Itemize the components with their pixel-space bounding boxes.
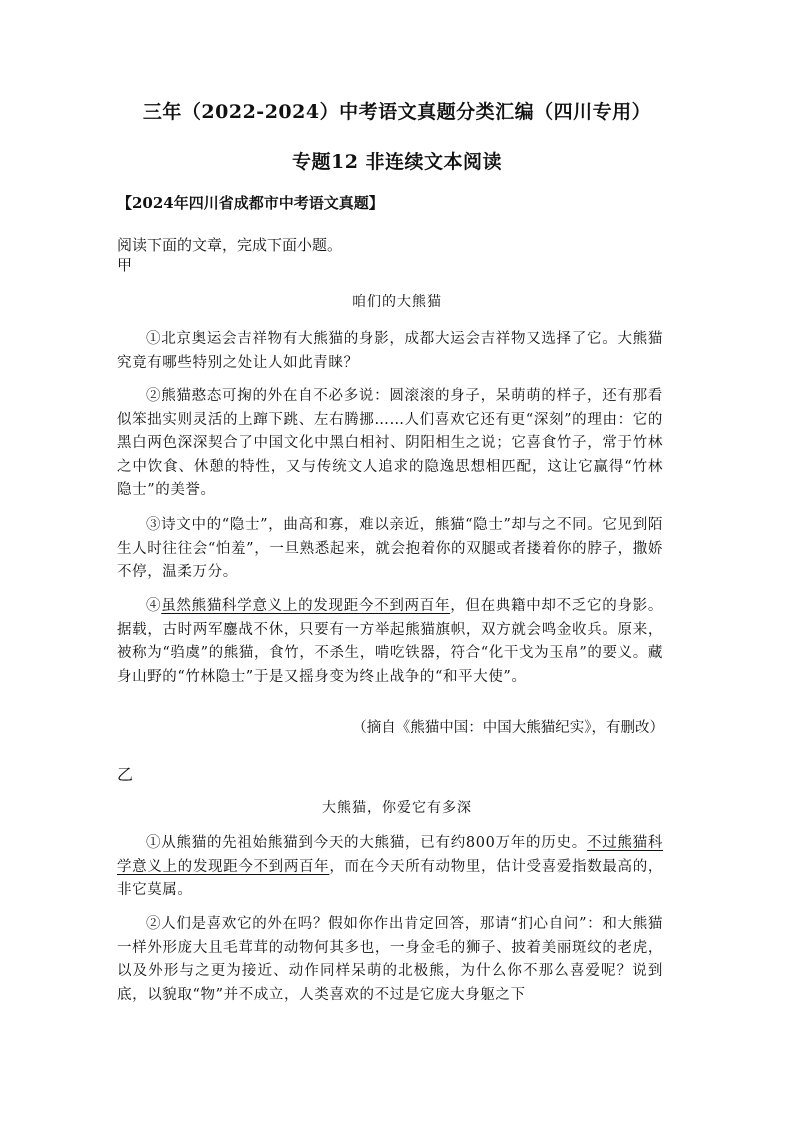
document-title: 三年（2022-2024）中考语文真题分类汇编（四川专用） bbox=[142, 101, 652, 123]
text-a-paragraph-1: ①北京奥运会吉祥物有大熊猫的身影，成都大运会吉祥物又选择了它。大熊猫究竟有哪些特别之处让人如此青睐？ bbox=[117, 331, 663, 371]
paragraph-text: ①从熊猫的先祖始熊猫到今天的大熊猫，已有约800万年的历史。 bbox=[146, 835, 587, 851]
paragraph-text: ，而在今天所有动物里，估计受喜爱指数最高的，非它莫属。 bbox=[117, 858, 663, 898]
text-a-paragraph-2: ②熊猫憨态可掬的外在自不必多说：圆滚滚的身子，呆萌萌的样子，还有那看似笨拙实则灵活的上蹿下跳、左右腾挪……人们喜欢它还有更“深刻”的理由：它的黑白两色深深契合了中国文化中黑白相衬、阴阳相生之说；它喜食竹子，常于竹林之中饮食、休憩的特性，又与传统文人追求的隐逸思想相匹配，这让它赢得“竹林隐士”的美誉。 bbox=[117, 388, 663, 498]
instruction-text: 阅读下面的文章，完成下面小题。 bbox=[117, 236, 343, 254]
text-a-paragraph-4 bbox=[117, 595, 663, 689]
paragraph-number: ④ bbox=[146, 598, 162, 614]
text-a-paragraph-3: ③诗文中的“隐士”，曲高和寡，难以亲近，熊猫“隐士”却与之不同。它见到陌生人时往往会“怕羞”，一旦熟悉起来，就会抱着你的双腿或者搂着你的脖子，撒娇不停，温柔万分。 bbox=[117, 517, 663, 580]
document-subtitle: 专题12 非连续文本阅读 bbox=[291, 151, 503, 173]
text-b-title: 大熊猫，你爱它有多深 bbox=[322, 800, 472, 816]
text-a-marker: 甲 bbox=[117, 256, 133, 274]
text-a-title: 咱们的大熊猫 bbox=[352, 294, 442, 310]
text-b-paragraph-2: ②人们是喜欢它的外在吗？假如你作出肯定回答，那请“扪心自问”：和大熊猫一样外形庞大且毛茸茸的动物何其多也，一身金毛的狮子、披着美丽斑纹的老虎，以及外形与之更为接近、动作同样呆萌的北极熊，为什么你不那么喜爱呢？说到底，以貌取“物”并不成立，人类喜欢的不过是它庞大身躯之下 bbox=[117, 916, 663, 1003]
underlined-sentence: 虽然熊猫科学意义上的发现距今不到两百年 bbox=[161, 598, 451, 614]
paragraph-text: ，但在典籍中却不乏它的身影。据载，古时两军鏖战不休，只要有一方举起熊猫旗帜，双方就会鸣金收兵。原来，被称为“驺虞”的熊猫，食竹，不杀生，啃吃铁器，符合“化干戈为玉帛”的要义。藏身山野的“竹林隐士”于是又摇身变为终止战争的“和平大使”。 bbox=[117, 598, 663, 685]
source-citation: （摘自《熊猫中国：中国大熊猫纪实》，有删改） bbox=[352, 720, 664, 736]
section-heading: 【2024年四川省成都市中考语文真题】 bbox=[117, 194, 384, 212]
underlined-sentence: 不过熊猫科学意义上的发现距今不到两百年 bbox=[117, 835, 663, 875]
text-b-paragraph-1 bbox=[117, 832, 663, 903]
text-b-marker: 乙 bbox=[117, 765, 134, 784]
